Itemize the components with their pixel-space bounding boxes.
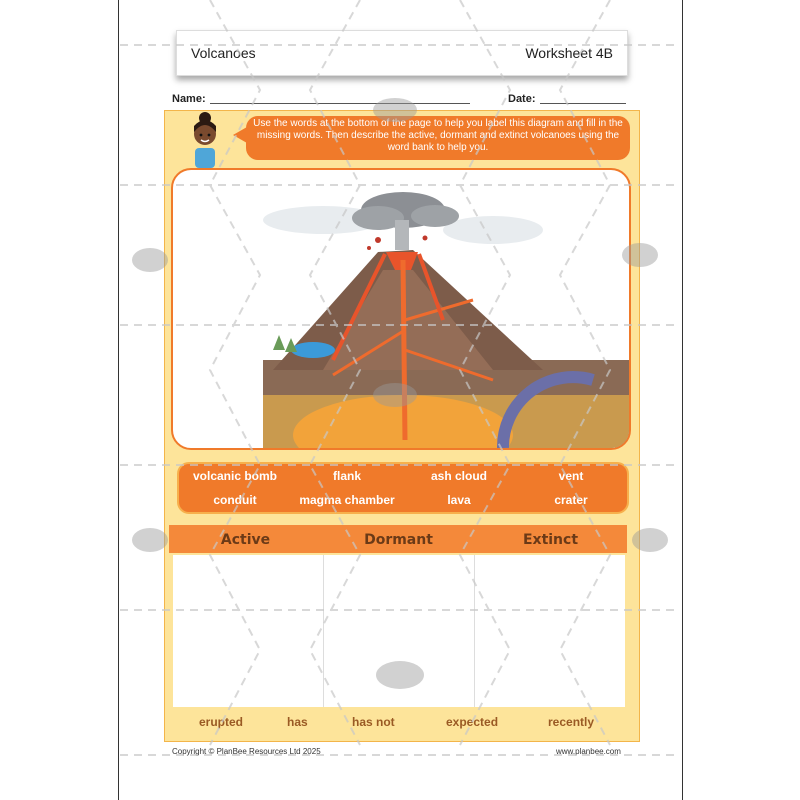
website-link[interactable]: www.planbee.com [556,747,621,756]
name-line[interactable] [210,103,470,104]
word-bank [177,462,629,514]
column-extinct: Extinct [522,532,579,548]
bottom-word: has [287,715,308,729]
bottom-word: erupted [199,715,244,729]
worksheet-number: Worksheet 4B [525,45,613,61]
bottom-word: recently [548,715,595,729]
volcano-illustration [173,170,629,448]
date-line[interactable] [540,103,626,104]
word-bank-item: lava [447,493,471,507]
column-divider [323,555,324,707]
date-label: Date: [508,93,536,105]
speech-bubble-tail [233,127,247,143]
word-bank-item: flank [332,469,361,483]
girl-avatar [185,110,225,168]
bottom-word: expected [446,715,499,729]
instructions-bubble: Use the words at the bottom of the page to help you label this diagram and fill in the missing words. Then describe the active, dormant and extinct volcanoes using the word bank to help you. [246,116,630,160]
column-divider [474,555,475,707]
word-bank-item: conduit [213,493,257,507]
name-label: Name: [172,93,206,105]
bottom-word: has not [352,715,395,729]
worksheet-topic: Volcanoes [191,45,256,61]
volcano-diagram [171,168,631,450]
description-area[interactable] [173,555,625,707]
word-bank-item: vent [558,469,584,483]
volcano-type-header [169,525,627,553]
word-bank-item: magma chamber [299,493,395,507]
word-bank-item: volcanic bomb [192,469,278,483]
word-bank-item: ash cloud [430,469,487,483]
copyright-text: Copyright © PlanBee Resources Ltd 2025 [172,747,321,756]
word-bank-item: crater [554,493,588,507]
column-dormant: Dormant [364,532,433,548]
column-active: Active [220,532,271,548]
title-box [176,30,628,76]
